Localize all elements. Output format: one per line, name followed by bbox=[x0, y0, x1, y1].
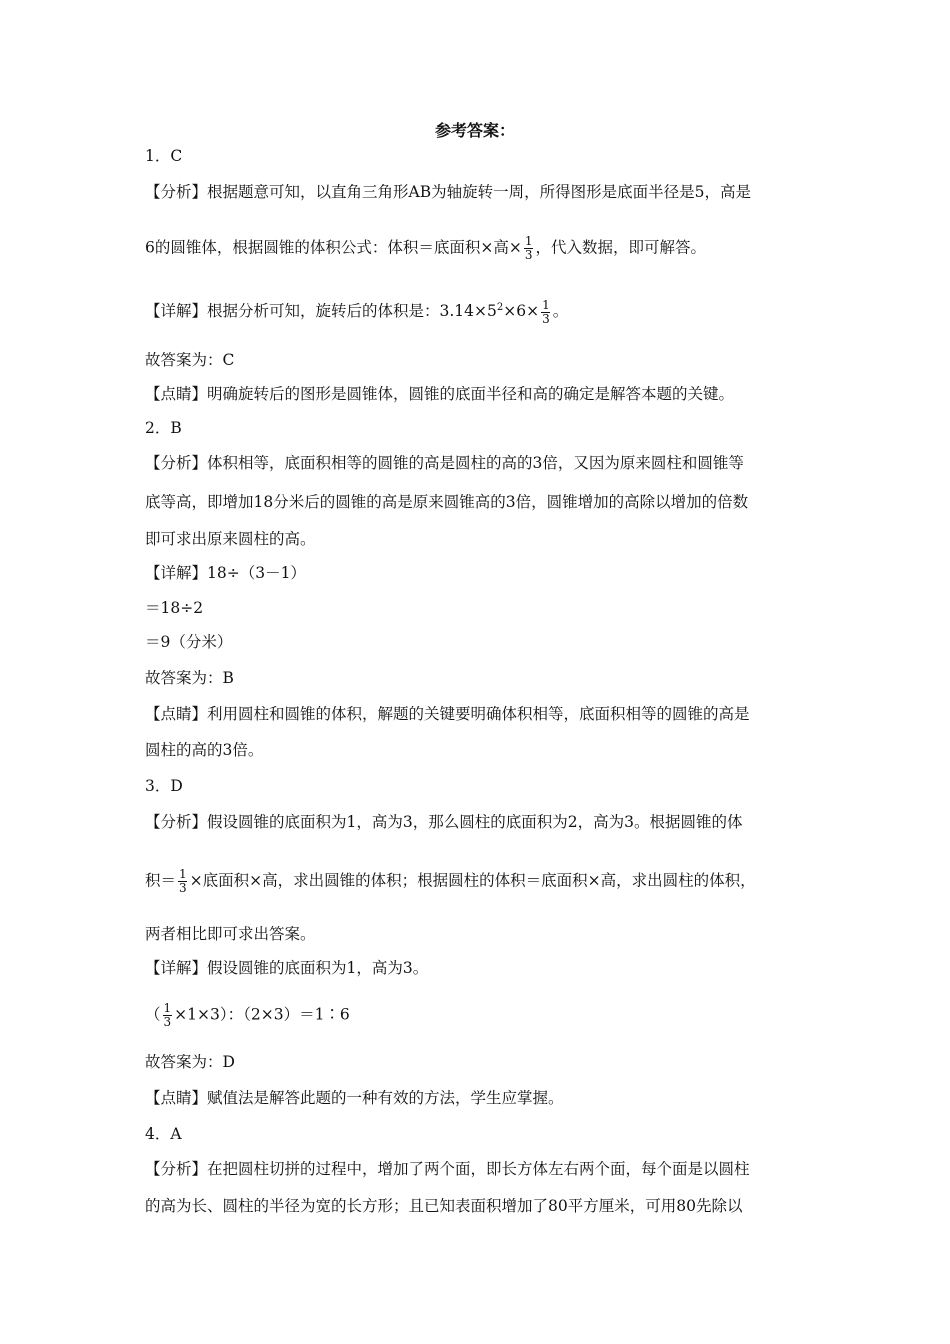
q3-detail-line-1: 【详解】假设圆锥的底面积为1，高为3。 bbox=[145, 959, 429, 977]
q3-analysis-text-b: ×底面积×高，求出圆锥的体积；根据圆柱的体积＝底面积×高，求出圆柱的体积， bbox=[189, 871, 756, 890]
q3-analysis-line-3: 两者相比即可求出答案。 bbox=[145, 925, 316, 943]
q3-analysis-line-1: 【分析】假设圆锥的底面积为1，高为3，那么圆柱的底面积为2，高为3。根据圆锥的体 bbox=[145, 813, 743, 831]
q1-analysis-text-b: ，代入数据，即可解答。 bbox=[535, 238, 706, 257]
q3-point: 【点睛】赋值法是解答此题的一种有效的方法，学生应掌握。 bbox=[145, 1089, 564, 1107]
q4-head: 4．A bbox=[145, 1125, 182, 1143]
q2-answer: 故答案为：B bbox=[145, 669, 234, 687]
q3-analysis-text-a: 积＝ bbox=[145, 871, 177, 890]
q3-detail-text-a: （ bbox=[145, 1005, 161, 1024]
q3-detail-line-2 bbox=[145, 1002, 815, 1029]
fraction-one-third: $\frac{1}{3}$ bbox=[179, 867, 187, 895]
q2-head: 2．B bbox=[145, 419, 182, 437]
q2-analysis-line-2: 底等高，即增加18分米后的圆锥的高是原来圆锥高的3倍，圆锥增加的高除以增加的倍数 bbox=[145, 493, 749, 511]
q1-detail bbox=[145, 298, 815, 326]
q4-analysis-line-2: 的高为长、圆柱的半径为宽的长方形；且已知表面积增加了80平方厘米，可用80先除以 bbox=[145, 1197, 743, 1215]
q1-detail-text-a: 【详解】根据分析可知，旋转后的体积是：3.14×5 bbox=[145, 302, 497, 321]
q4-analysis-line-1: 【分析】在把圆柱切拼的过程中，增加了两个面，即长方体左右两个面，每个面是以圆柱 bbox=[145, 1160, 750, 1178]
fraction-one-third: $\frac{1}{3}$ bbox=[524, 234, 533, 262]
q1-answer: 故答案为：C bbox=[145, 351, 235, 369]
q2-detail-line-2: ＝18÷2 bbox=[145, 599, 204, 617]
q3-detail-text-b: ×1×3）：（2×3）＝1∶6 bbox=[174, 1005, 350, 1024]
q1-analysis-text-a: 6的圆锥体，根据圆锥的体积公式：体积＝底面积×高× bbox=[145, 238, 522, 257]
q3-head: 3．D bbox=[145, 777, 183, 795]
q1-detail-exponent: 2 bbox=[496, 302, 504, 313]
fraction-one-third: $\frac{1}{3}$ bbox=[542, 297, 550, 326]
q2-analysis-line-1: 【分析】体积相等，底面积相等的圆锥的高是圆柱的高的3倍，又因为原来圆柱和圆锥等 bbox=[145, 454, 744, 472]
page-title: 参考答案： bbox=[434, 121, 515, 140]
q2-analysis-line-3: 即可求出原来圆柱的高。 bbox=[145, 530, 316, 548]
q2-detail-line-3: ＝9（分米） bbox=[145, 633, 233, 651]
q2-detail-line-1: 【详解】18÷（3－1） bbox=[145, 564, 306, 582]
q1-detail-text-b: ×6× bbox=[503, 302, 540, 321]
q1-analysis-line-1: 【分析】根据题意可知，以直角三角形AB为轴旋转一周，所得图形是底面半径是5，高是 bbox=[145, 183, 751, 201]
q1-head: 1．C bbox=[145, 147, 183, 165]
q1-point: 【点睛】明确旋转后的图形是圆锥体，圆锥的底面半径和高的确定是解答本题的关键。 bbox=[145, 385, 735, 403]
q1-detail-text-c: 。 bbox=[552, 302, 569, 321]
q1-analysis-line-2 bbox=[145, 235, 815, 262]
q3-answer: 故答案为：D bbox=[145, 1053, 235, 1071]
q2-point-line-1: 【点睛】利用圆柱和圆锥的体积，解题的关键要明确体积相等，底面积相等的圆锥的高是 bbox=[145, 705, 750, 723]
q3-analysis-line-2 bbox=[145, 868, 815, 895]
q2-point-line-2: 圆柱的高的3倍。 bbox=[145, 741, 264, 759]
fraction-one-third: $\frac{1}{3}$ bbox=[163, 1001, 172, 1029]
